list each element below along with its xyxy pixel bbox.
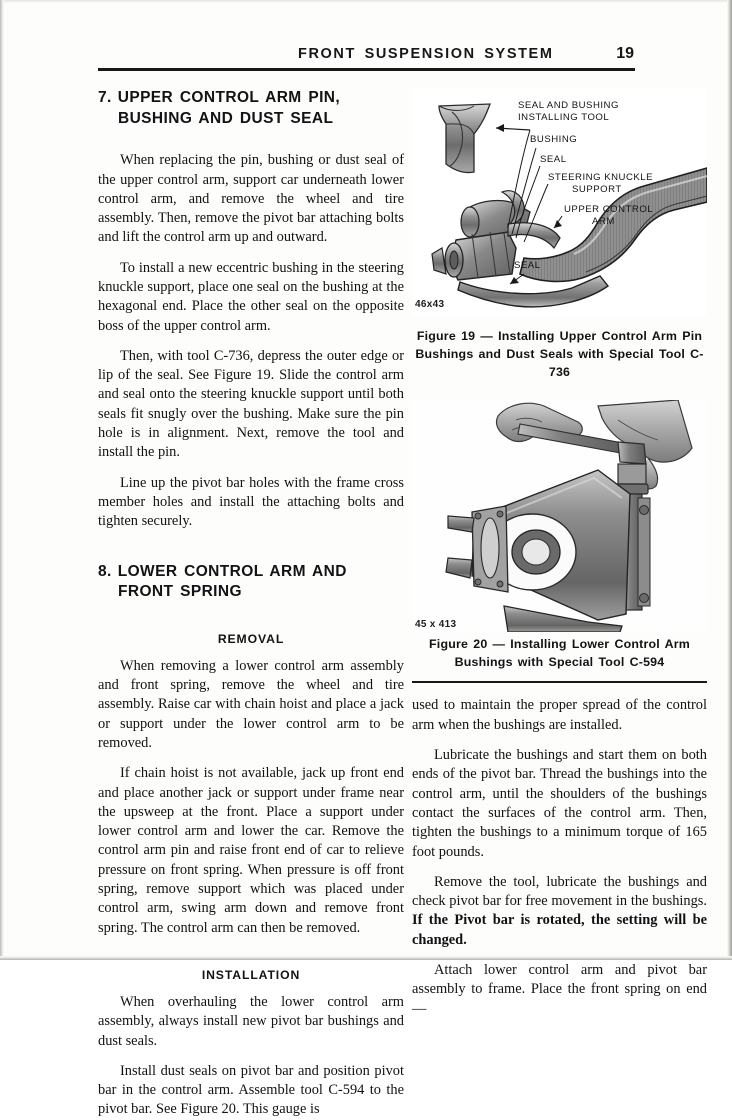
- figure-19: [412, 88, 707, 382]
- left-column: [98, 88, 404, 1120]
- paragraph: If chain hoist is not available, jack up front end and place another jack or support under frame near the upsweep at the front. Place a support under lower control arm and lower the car. Remove the control arm pin and raise front end of car to relieve pressure on front spring. When pressure is off front spring, remove support which was placed under control arm, swing arm down and remove front spring. The control arm can then be removed.: [98, 765, 404, 936]
- section-7-title-line2: BUSHING AND DUST SEAL: [118, 109, 334, 127]
- paragraph-lead-text: Remove the tool, lubricate the bushings and check pivot bar for free movement in the bushings.: [412, 873, 707, 910]
- header-rule: [98, 68, 635, 71]
- callout-bushing: BUSHING: [530, 134, 578, 145]
- paragraph-bold-warning: If the Pivot bar is rotated, the setting will be changed.: [412, 912, 707, 948]
- paragraph: Lubricate the bushings and start them on both ends of the pivot bar. Thread the bushings into the control arm, until the shoulders of the bushings contact the surfaces of the control arm. Then, tighten the bushings to a minimum torque of 165 foot pounds.: [412, 747, 707, 860]
- figure-20-photo: [412, 400, 707, 632]
- callout-steering-knuckle: STEERING KNUCKLE: [548, 172, 654, 183]
- section-7-heading: [98, 88, 404, 129]
- callout-upper-control: UPPER CONTROL: [564, 204, 654, 215]
- figure-20-caption: [412, 636, 707, 672]
- callout-seal-upper: SEAL: [540, 154, 567, 165]
- paragraph: Line up the pivot bar holes with the frame cross member holes and install the attaching bolts and tighten securely.: [98, 474, 404, 530]
- callout-support: SUPPORT: [572, 184, 622, 195]
- lower-control-arm-photo-icon: [412, 400, 707, 632]
- right-column: [412, 88, 707, 1019]
- callout-seal-and-bushing: SEAL AND BUSHING: [518, 100, 619, 111]
- callout-installing-tool: INSTALLING TOOL: [518, 112, 610, 123]
- figure-20-reference-code: 45 x 413: [415, 618, 457, 630]
- figure-20: [412, 400, 707, 683]
- figure-20-caption-line1: Figure 20 — Installing Lower Control Arm: [429, 636, 690, 651]
- section-7-number: 7.: [98, 89, 112, 106]
- figure-19-reference-code: 46x43: [415, 299, 445, 310]
- figure-19-caption: [412, 328, 707, 382]
- installation-heading: INSTALLATION: [201, 967, 301, 982]
- paragraph: Attach lower control arm and pivot bar assembly to frame. Place the front spring on end —: [412, 961, 707, 1017]
- paragraph: When removing a lower control arm assembly and front spring, remove the wheel and tire assembly. Raise car with chain hoist and place a jack or support under the lower control arm to be removed.: [98, 657, 404, 751]
- column-divider-rule: [412, 681, 707, 684]
- removal-heading: REMOVAL: [217, 631, 285, 646]
- paragraph: Then, with tool C-736, depress the outer edge or lip of the seal. See Figure 19. Slide the control arm and seal onto the steering knuckle support until both seals fit snugly over the bushing. Make sure the pin hole is in alignment. Next, remove the tool and install the pin.: [98, 347, 404, 461]
- paragraph: Install dust seals on pivot bar and position pivot bar in the control arm. Assemble tool C-594 to the pivot bar. See Figure 20. This gauge is: [98, 1062, 404, 1118]
- page-number: 19: [616, 45, 634, 62]
- paragraph-with-bold-warning: [412, 873, 707, 950]
- figure-20-caption-line2: Bushings with Special Tool C-594: [454, 654, 665, 669]
- paragraph: When overhauling the lower control arm assembly, always install new pivot bar bushings and dust seals.: [98, 993, 404, 1049]
- section-7-title-line1: UPPER CONTROL ARM PIN,: [117, 89, 341, 106]
- paragraph: To install a new eccentric bushing in the steering knuckle support, place one seal on the bushing at the hexagonal end. Place the other seal on the opposite boss of the upper control arm.: [98, 259, 404, 334]
- callout-seal-lower: SEAL: [514, 260, 541, 271]
- paragraph: When replacing the pin, bushing or dust seal of the upper control arm, support car underneath lower control arm, and remove the wheel and tire assembly. Then, remove the pivot bar attaching bolts and lift the control arm up and outward.: [98, 152, 404, 246]
- section-8-number: 8.: [98, 562, 112, 580]
- section-8-title-line2: FRONT SPRING: [118, 583, 242, 601]
- paragraph: used to maintain the proper spread of the control arm when the bushings are installed.: [412, 697, 707, 733]
- figure-19-caption-line2: Bushings and Dust Seals with Special Tool C-736: [415, 346, 704, 379]
- running-head-title: FRONT SUSPENSION SYSTEM: [298, 46, 554, 62]
- section-8-title-line1: LOWER CONTROL ARM AND: [117, 562, 347, 580]
- section-8-heading: [98, 562, 404, 603]
- callout-arm: ARM: [592, 216, 615, 227]
- figure-19-illustration: [412, 88, 707, 316]
- figure-19-caption-line1: Figure 19 — Installing Upper Control Arm Pin: [416, 329, 703, 343]
- running-head: [98, 45, 634, 63]
